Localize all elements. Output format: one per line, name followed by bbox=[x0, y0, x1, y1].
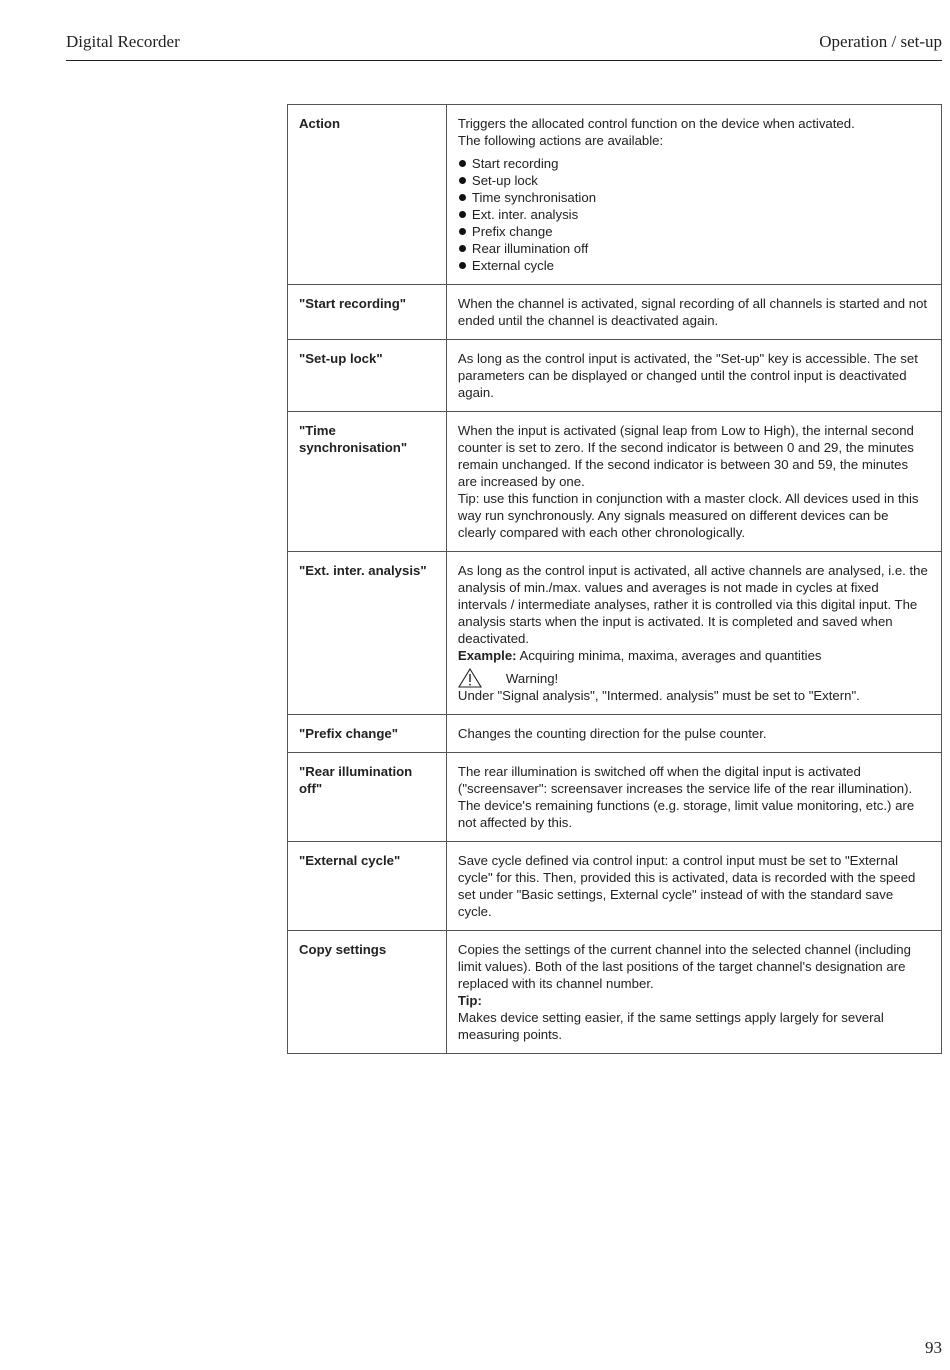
description-text: Copies the settings of the current channel into the selected channel (including limit values). Both of the last positions of the target channel's designation are replaced with its channel number. bbox=[457, 942, 911, 991]
list-item bbox=[458, 155, 930, 172]
bullet-icon bbox=[459, 177, 466, 184]
bullet-icon bbox=[459, 228, 466, 235]
list-item bbox=[458, 223, 930, 240]
warning-label: Warning! bbox=[505, 670, 559, 686]
description-cell bbox=[446, 552, 941, 715]
table-row-copy-settings bbox=[288, 931, 942, 1054]
example-text: Acquiring minima, maxima, averages and quantities bbox=[516, 648, 822, 663]
tip-text: Makes device setting easier, if the same settings apply largely for several measuring points. bbox=[457, 1010, 884, 1042]
description-cell bbox=[446, 105, 941, 285]
term-cell: "Time synchronisation" bbox=[288, 412, 447, 552]
example-label: Example: bbox=[457, 648, 517, 663]
warning-row bbox=[458, 669, 930, 687]
description-text: As long as the control input is activated, all active channels are analysed, i.e. the analysis of min./max. values and averages is not made in cycles at fixed intervals / intermediate analyses, rather it is controlled via this digital input. The analysis starts when the input is activated. It is completed and saved when deactivated. bbox=[457, 563, 928, 646]
term-cell: Copy settings bbox=[288, 931, 447, 1054]
description-cell bbox=[446, 412, 941, 552]
term-cell: "External cycle" bbox=[288, 842, 447, 931]
list-item-label: Ext. inter. analysis bbox=[471, 207, 579, 222]
list-item-label: Time synchronisation bbox=[471, 190, 597, 205]
list-item bbox=[458, 172, 930, 189]
page-header bbox=[66, 30, 942, 61]
description-text: Triggers the allocated control function on the device when activated. bbox=[457, 116, 855, 131]
list-item-label: External cycle bbox=[471, 258, 555, 273]
term-cell: "Ext. inter. analysis" bbox=[288, 552, 447, 715]
page-number: 93 bbox=[925, 1338, 942, 1357]
description-cell: As long as the control input is activated, the "Set-up" key is accessible. The set parameters can be displayed or changed until the control input is deactivated again. bbox=[446, 340, 941, 412]
table-row-ext-inter-analysis bbox=[288, 552, 942, 715]
table-row-external-cycle bbox=[288, 842, 942, 931]
bullet-icon bbox=[459, 262, 466, 269]
list-item bbox=[458, 206, 930, 223]
description-text: The following actions are available: bbox=[457, 133, 664, 148]
description-text: When the input is activated (signal leap from Low to High), the internal second counter is set to zero. If the second indicator is between 0 and 29, the minutes remain unchanged. If the second indicator is between 30 and 59, the minutes are increased by one. bbox=[457, 423, 914, 489]
table-row-time-synchronisation bbox=[288, 412, 942, 552]
example-line bbox=[458, 647, 930, 664]
description-text: The device's remaining functions (e.g. storage, limit value monitoring, etc.) are not affected by this. bbox=[457, 798, 915, 830]
bullet-icon bbox=[459, 245, 466, 252]
term-cell: "Start recording" bbox=[288, 285, 447, 340]
description-cell: Save cycle defined via control input: a control input must be set to "External cycle" for this. Then, provided this is activated, data is recorded with the speed set under "Basic settings, External cycle" instead of with the standard save cycle. bbox=[446, 842, 941, 931]
list-item-label: Set-up lock bbox=[471, 173, 538, 188]
settings-table bbox=[287, 104, 942, 1054]
warning-text: Under "Signal analysis", "Intermed. analysis" must be set to "Extern". bbox=[457, 688, 860, 703]
table-row-start-recording bbox=[288, 285, 942, 340]
bullet-icon bbox=[459, 160, 466, 167]
tip-text: Tip: use this function in conjunction with a master clock. All devices used in this way run synchronously. Any signals measured on different devices can be clearly compared with each other chronologically. bbox=[457, 491, 919, 540]
list-item bbox=[458, 189, 930, 206]
bullet-icon bbox=[459, 211, 466, 218]
term-cell: "Set-up lock" bbox=[288, 340, 447, 412]
bullet-icon bbox=[459, 194, 466, 201]
term-cell: Action bbox=[288, 105, 447, 285]
description-cell bbox=[446, 753, 941, 842]
list-item-label: Rear illumination off bbox=[471, 241, 589, 256]
description-cell bbox=[446, 931, 941, 1054]
table-row-prefix-change bbox=[288, 715, 942, 753]
table-row-action bbox=[288, 105, 942, 285]
warning-icon bbox=[458, 668, 482, 688]
list-item bbox=[458, 257, 930, 274]
actions-list bbox=[458, 155, 930, 274]
description-cell: Changes the counting direction for the pulse counter. bbox=[446, 715, 941, 753]
list-item-label: Prefix change bbox=[471, 224, 553, 239]
table-row-setup-lock bbox=[288, 340, 942, 412]
description-text: The rear illumination is switched off when the digital input is activated ("screensaver": screensaver increases the service life of the rear illumination). bbox=[457, 764, 913, 796]
list-item-label: Start recording bbox=[471, 156, 559, 171]
document-title: Digital Recorder bbox=[66, 32, 180, 51]
table-row-rear-illumination-off bbox=[288, 753, 942, 842]
term-cell: "Rear illumination off" bbox=[288, 753, 447, 842]
section-title: Operation / set-up bbox=[819, 32, 942, 51]
term-cell: "Prefix change" bbox=[288, 715, 447, 753]
tip-label: Tip: bbox=[457, 993, 482, 1008]
list-item bbox=[458, 240, 930, 257]
description-cell: When the channel is activated, signal recording of all channels is started and not ended until the channel is deactivated again. bbox=[446, 285, 941, 340]
